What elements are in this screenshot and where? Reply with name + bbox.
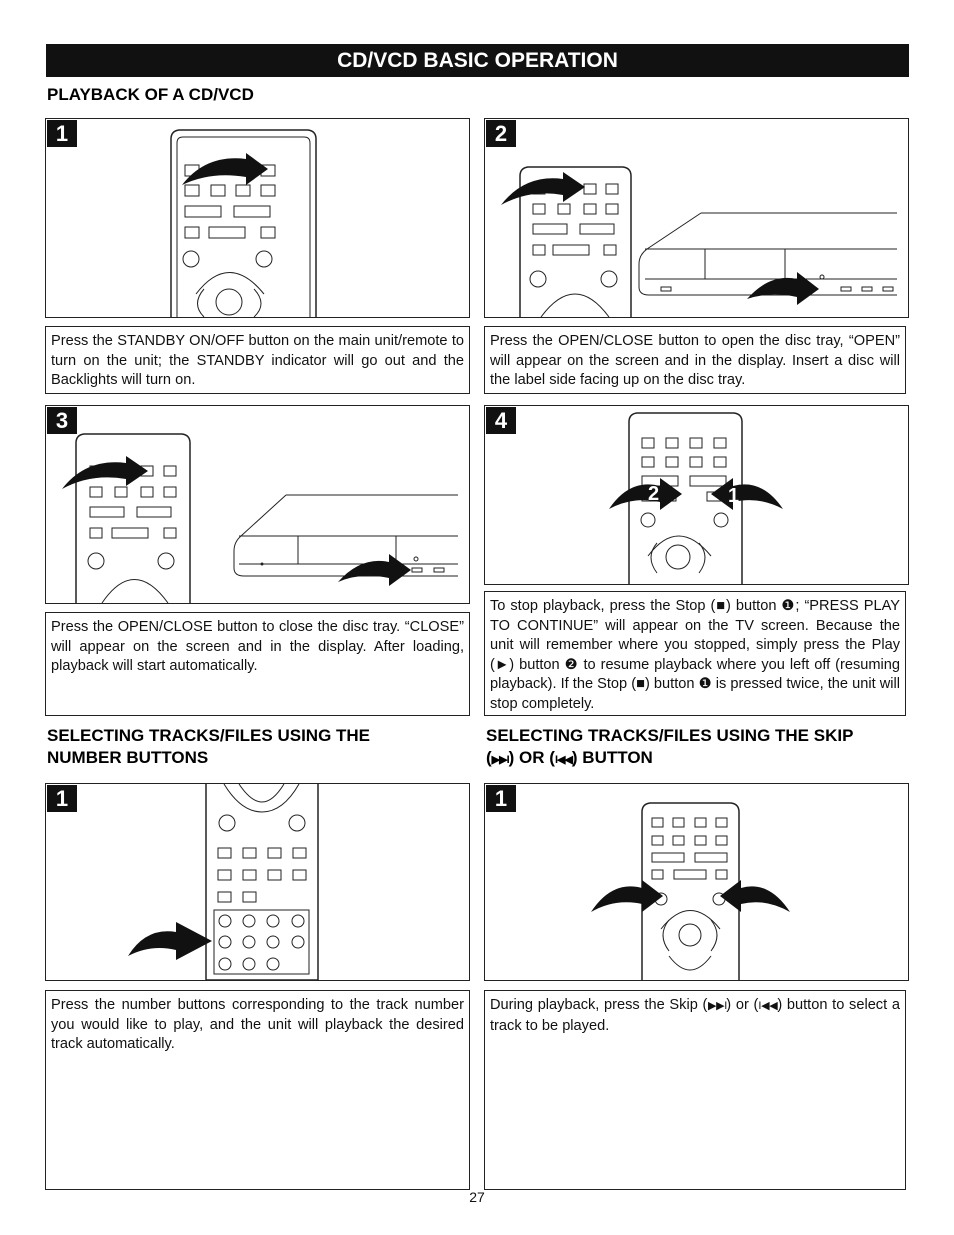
step-3-illustration [45, 405, 470, 604]
page-title: CD/VCD BASIC OPERATION [46, 44, 909, 77]
step-number: 1 [47, 120, 77, 147]
remote-and-player-illustration [46, 406, 469, 603]
remote-illustration [46, 119, 469, 317]
step-3-description: Press the OPEN/CLOSE button to close the disc tray. “CLOSE” will appear on the screen and in the display. After loading, playback will start automatically. [45, 612, 470, 716]
remote-illustration [485, 406, 908, 584]
callout-play: 2 [648, 483, 660, 505]
skip-prev-icon: I◀◀ [554, 754, 572, 766]
step-number: 4 [486, 407, 516, 434]
page-number: 27 [469, 1189, 485, 1205]
number-buttons-description: Press the number buttons corresponding to the track number you would like to play, and the unit will playback the desired track automatically. [45, 990, 470, 1190]
step-number: 2 [486, 120, 516, 147]
step-1-description: Press the STANDBY ON/OFF button on the main unit/remote to turn on the unit; the STANDBY indicator will go out and the Backlights will turn on. [45, 326, 470, 394]
step-4-description: To stop playback, press the Stop (■) button ❶; “PRESS PLAY TO CONTINUE” will appear on the TV screen. Because the unit will remember where you stopped, simply press the Play (►) button ❷ to resume playback where you left off (resuming playback). If the Stop (■) button ❶ is pressed twice, the unit will stop completely. [484, 591, 906, 716]
step-number: 1 [486, 785, 516, 812]
callout-stop: 1 [728, 485, 740, 507]
number-buttons-illustration [45, 783, 470, 981]
skip-buttons-illustration [484, 783, 909, 981]
section-heading-playback: PLAYBACK OF A CD/VCD [47, 85, 254, 104]
step-number: 3 [47, 407, 77, 434]
skip-prev-icon: I◀◀ [758, 1000, 778, 1012]
skip-next-icon: ▶▶I [707, 1000, 727, 1012]
step-number: 1 [47, 785, 77, 812]
skip-next-icon: ▶▶I [491, 754, 509, 766]
step-2-illustration [484, 118, 909, 318]
remote-illustration [485, 784, 908, 980]
step-1-illustration [45, 118, 470, 318]
step-4-illustration [484, 405, 909, 585]
remote-illustration [46, 784, 469, 980]
skip-description: During playback, press the Skip (▶▶I) or (I◀◀) button to select a track to be played. [484, 990, 906, 1190]
step-2-description: Press the OPEN/CLOSE button to open the disc tray, “OPEN” will appear on the screen and in the display. Insert a disc will the label side facing up on the disc tray. [484, 326, 906, 394]
section-heading-number-buttons: SELECTING TRACKS/FILES USING THE NUMBER BUTTONS [47, 726, 371, 767]
remote-and-player-illustration [485, 119, 908, 317]
section-heading-skip: SELECTING TRACKS/FILES USING THE SKIP (▶▶I) OR (I◀◀) BUTTON [486, 726, 854, 767]
